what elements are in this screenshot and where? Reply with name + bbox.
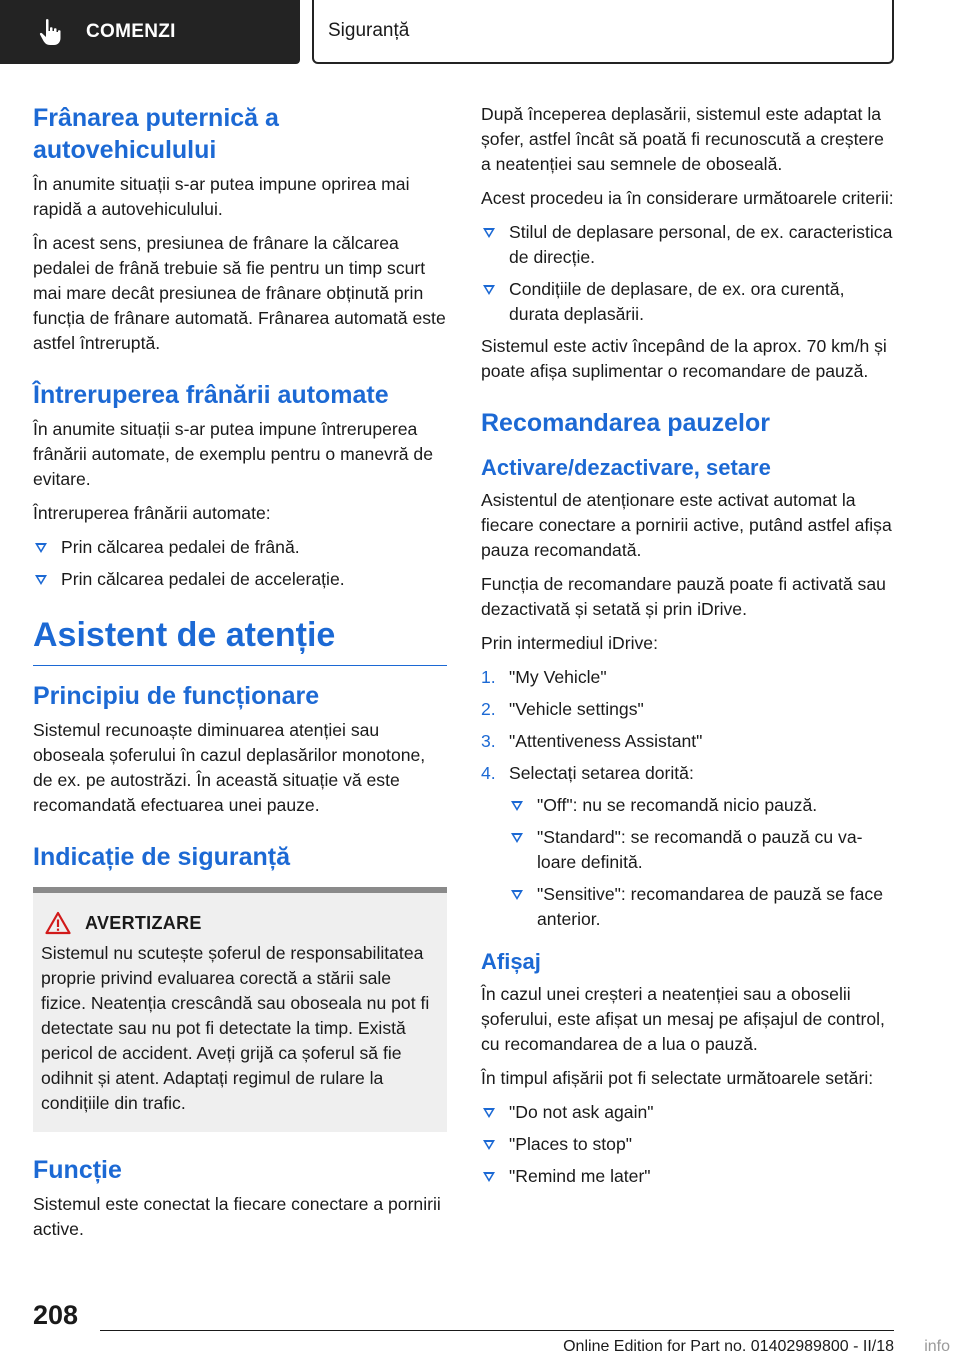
chapter-heading-asistent: Asistent de atenție [33,616,336,654]
heading-intrerupere: Întreruperea frânării automate [33,381,389,409]
chapter-heading-block [33,613,447,666]
steps-list [481,665,895,786]
paragraph: Întreruperea frânării automate: [33,503,271,523]
heading-principiu: Principiu de funcționare [33,682,320,710]
paragraph: În timpul afișării pot fi selectate următoarele setări: [481,1068,874,1088]
heading-functie: Funcție [33,1156,122,1184]
list-item: Condițiile de deplasare, de ex. ora curentă, durata deplasării. [481,277,895,327]
step-item: 2. "Vehicle settings" [481,699,644,719]
list-item: "Remind me later" [481,1164,895,1189]
list-item: "Off": nu se recomandă nicio pauză. [509,793,895,818]
list-item: Stilul de deplasare personal, de ex. caracteristica de direcție. [481,220,895,270]
list-item: Prin călcarea pedalei de accelerație. [33,567,447,592]
heading-franare: Frânarea puternică a autovehiculului [33,104,279,164]
triangle-bullet-icon [483,1172,495,1182]
step-item: 3. "Attentiveness Assistant" [481,731,703,751]
triangle-bullet-icon [483,285,495,295]
footer-divider [100,1330,894,1331]
paragraph: În anumite situații s-ar putea impune întreruperea frânării automate, de exemplu pentru o manevră de evitare. [33,419,434,489]
step-item: 1. "My Vehicle" [481,667,607,687]
list-item: "Places to stop" [481,1132,895,1157]
section-tab-label: Siguranță [328,20,410,41]
warning-title: AVERTIZARE [85,912,202,933]
step-item: 4. Selectați setarea dorită: [481,763,694,783]
triangle-bullet-icon [483,1140,495,1150]
paragraph: Prin intermediul iDrive: [481,633,658,653]
paragraph: După începerea deplasării, sistemul este adaptat la șofer, astfel încât să poată fi recunoscută a creștere a neatenției sau semnele de oboseală. [481,104,884,174]
list-item: Prin călcarea pedalei de frână. [33,535,447,560]
triangle-bullet-icon [35,575,47,585]
triangle-bullet-icon [35,543,47,553]
sub-options-list [509,793,895,932]
warning-triangle-icon [45,911,71,935]
paragraph: În cazul unei creșteri a neatenției sau a oboselii șoferului, este afișat un mesaj pe afișajul de control, cu recomandarea de a lua o pauză. [481,984,885,1054]
heading-afisaj: Afișaj [481,949,541,974]
heading-recomandarea: Recomandarea pauzelor [481,409,770,437]
triangle-bullet-icon [511,890,523,900]
warning-text: Sistemul nu scutește șoferul de responsabilitatea proprie privind evaluarea corectă a stării sale fizice. Neatenția crescândă sau oboseala nu pot fi detectate sau nu pot fi detectate la timp. Există pericol de accident. Aveți grijă ca șoferul să fie odihnit și atent. Adaptați regimul de rulare la condițiile din trafic. [41,943,430,1113]
list-item: "Do not ask again" [481,1100,895,1125]
page-footer [0,1290,960,1362]
hand-pointer-icon [38,18,64,46]
list-afisaj [481,1100,895,1189]
paragraph: Sistemul recunoaște diminuarea atenției sau oboseala șoferului în cazul deplasărilor monotone, de ex. pe autostrăzi. În această situație vă este recomandată efectuarea unei pauze. [33,720,426,815]
list-criterii [481,220,895,327]
paragraph: Sistemul este conectat la fiecare conectare a pornirii active. [33,1194,441,1239]
list-item: "Sensitive": recomandarea de pauză se face anterior. [509,882,895,932]
paragraph: Acest procedeu ia în considerare următoarele criterii: [481,188,894,208]
triangle-bullet-icon [511,801,523,811]
chapter-tab[interactable] [0,0,300,64]
section-tab[interactable] [312,0,894,64]
paragraph: În acest sens, presiunea de frânare la călcarea pedalei de frână trebuie să fie pentru un timp scurt mai mare decât presiunea de frânare obținută prin funcția de frânare automată. Frânarea automată este astfel întreruptă. [33,233,446,353]
edition-text: Online Edition for Part no. 01402989800 - II/18 [563,1338,894,1355]
heading-activare: Activare/dezactivare, setare [481,455,771,480]
paragraph: Asistentul de atenționare este activat automat la fiecare conectare a pornirii active, putând astfel afișa pauza recomandată. [481,490,892,560]
left-column [33,102,447,1251]
right-column [481,102,895,1196]
paragraph: Funcția de recomandare pauză poate fi activată sau dezactivată și setată și prin iDrive. [481,574,886,619]
page-number: 208 [33,1300,79,1330]
heading-indicatie: Indicație de siguranță [33,843,291,871]
list-item: "Standard": se recomandă o pauză cu valoare definită. [509,825,895,875]
list-intrerupere [33,535,447,592]
triangle-bullet-icon [483,1108,495,1118]
page-header [0,0,960,66]
triangle-bullet-icon [483,228,495,238]
triangle-bullet-icon [511,833,523,843]
site-watermark: info [924,1338,950,1355]
warning-box [33,887,447,1132]
paragraph: În anumite situații s-ar putea impune oprirea mai rapidă a autovehiculului. [33,174,410,219]
chapter-tab-label: COMENZI [86,21,176,42]
paragraph: Sistemul este activ începând de la aprox. 70 km/h și poate afișa suplimentar o recomandare de pauză. [481,336,887,381]
